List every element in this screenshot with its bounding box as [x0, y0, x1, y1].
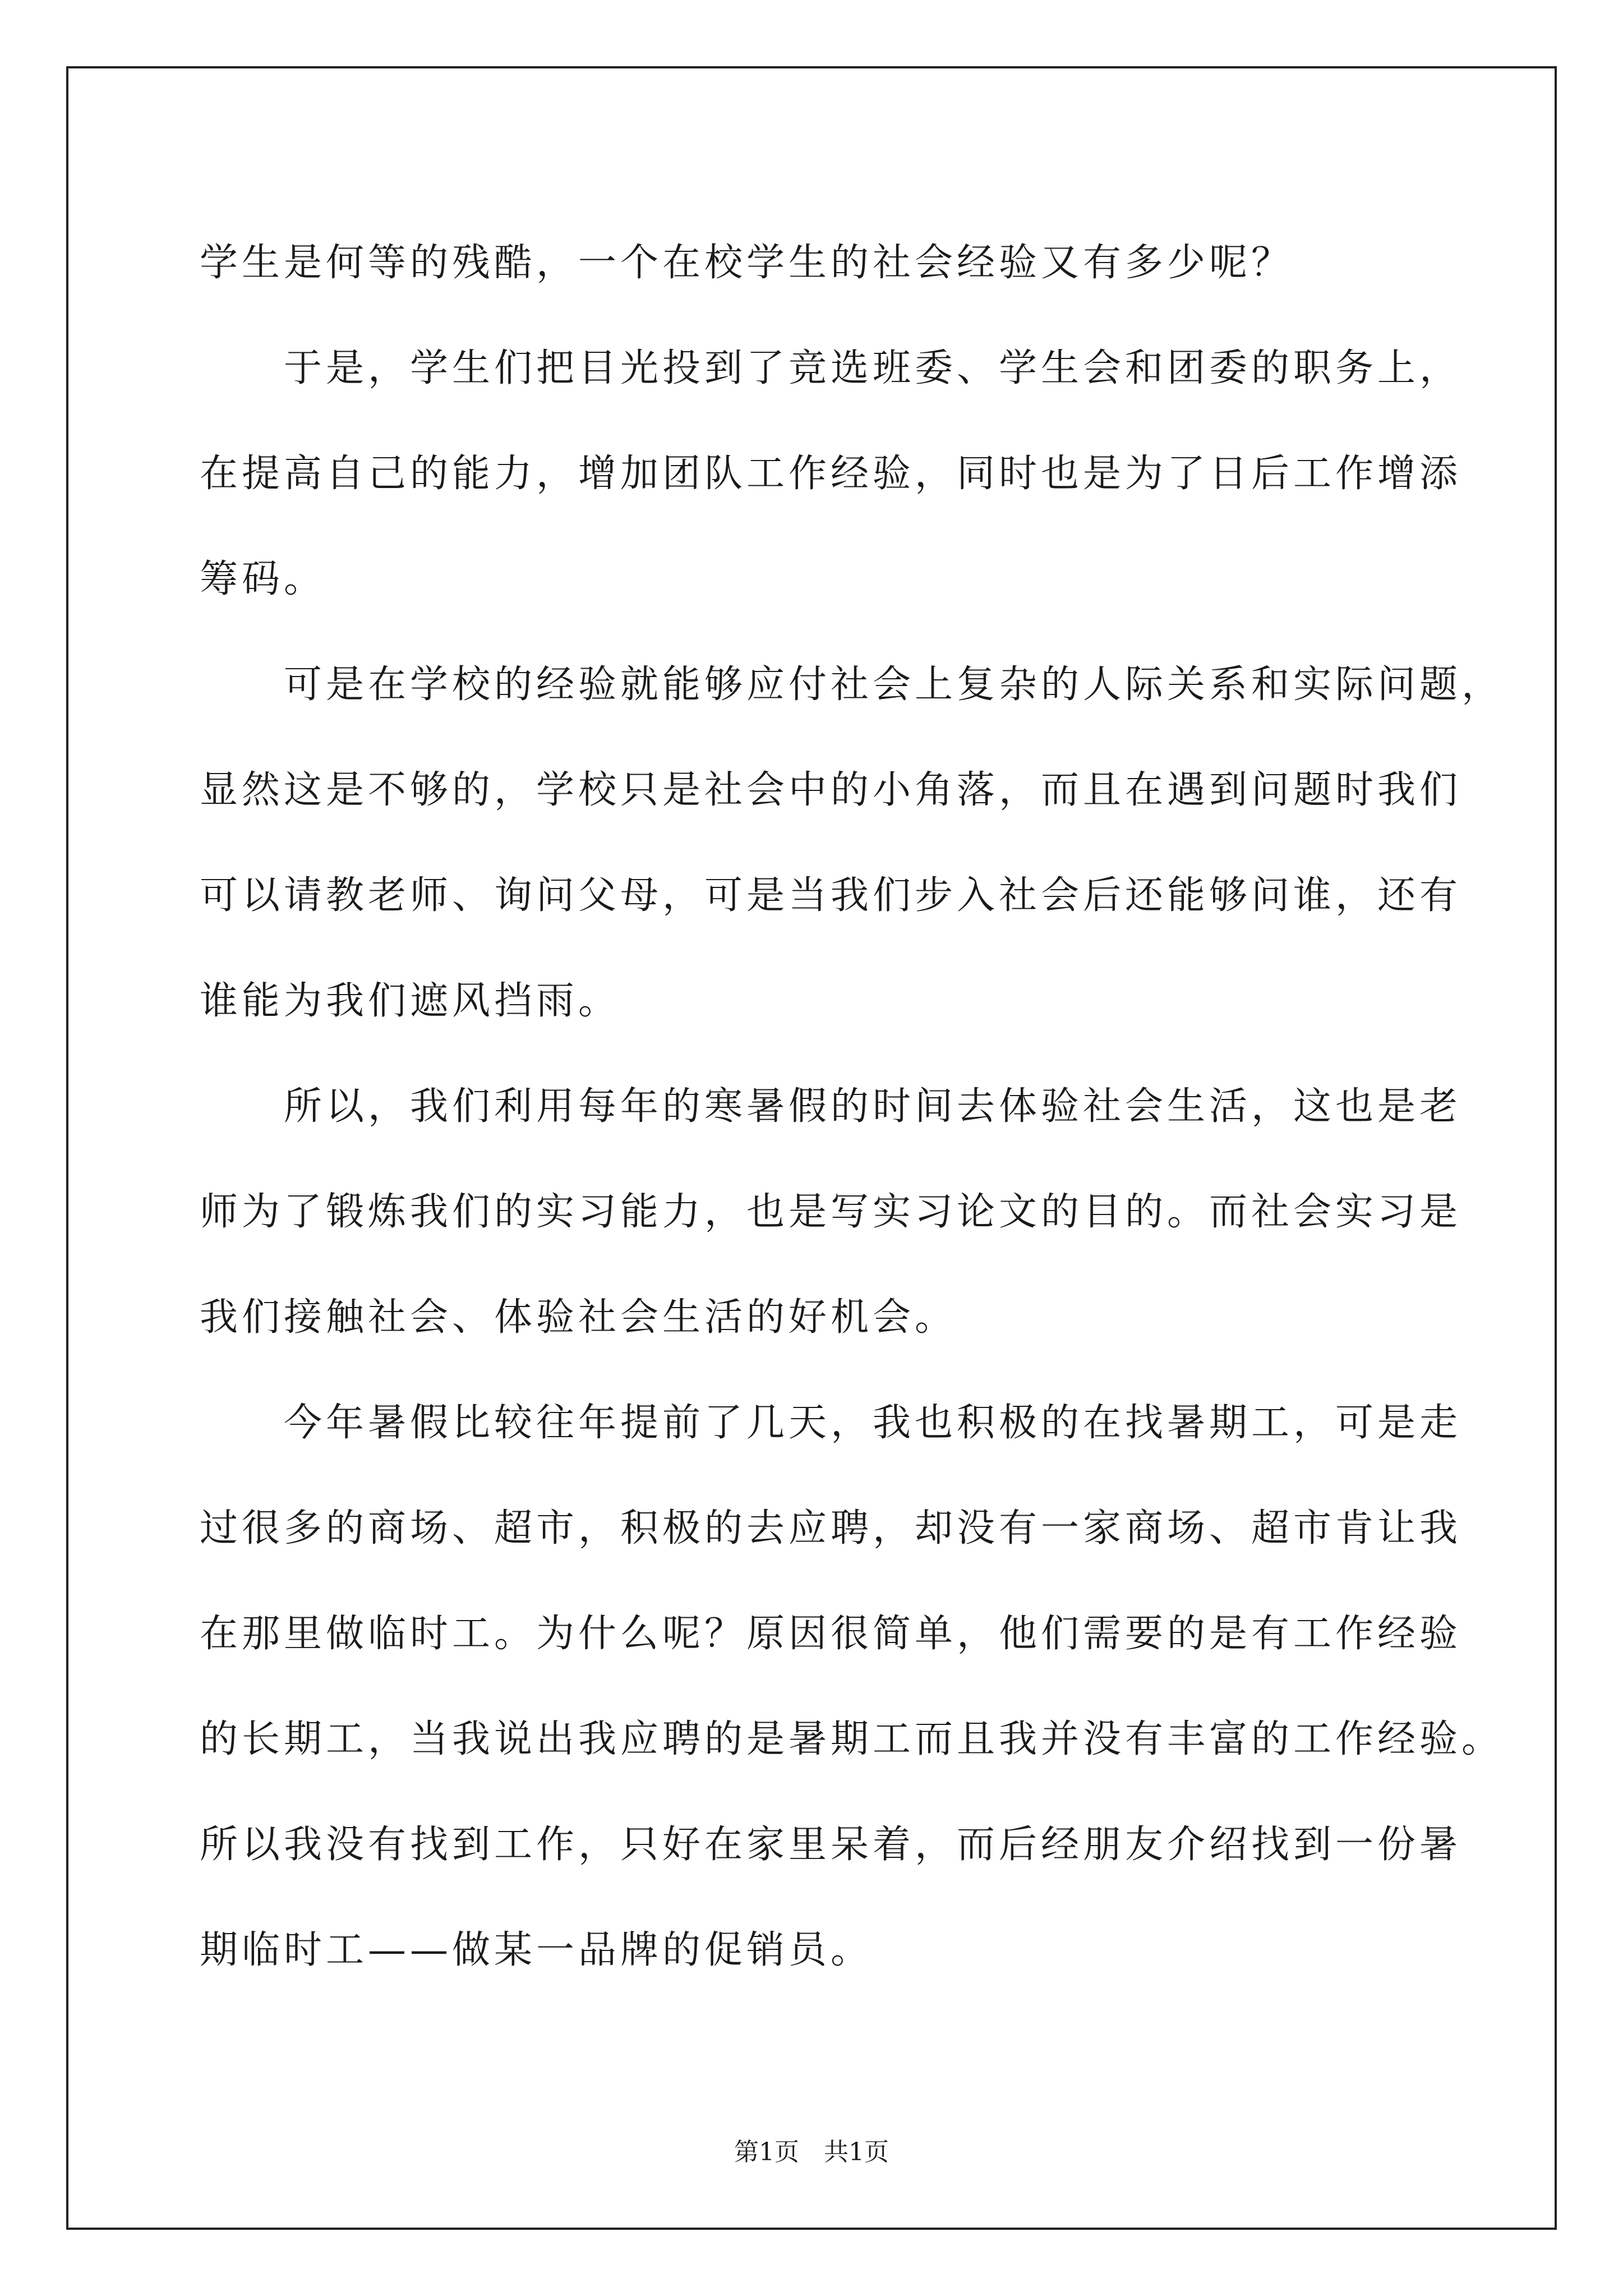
- text-line: 的长期工，当我说出我应聘的是暑期工而且我并没有丰富的工作经验。: [200, 1717, 1504, 1761]
- text-line: 在提高自己的能力，增加团队工作经验，同时也是为了日后工作增添: [200, 452, 1462, 496]
- text-line: 在那里做临时工。为什么呢？原因很简单，他们需要的是有工作经验: [200, 1612, 1462, 1656]
- text-line: 学生是何等的残酷，一个在校学生的社会经验又有多少呢？: [200, 241, 1294, 285]
- text-line: 所以，我们利用每年的寒暑假的时间去体验社会生活，这也是老: [200, 1084, 1462, 1129]
- text-line: 显然这是不够的，学校只是社会中的小角落，而且在遇到问题时我们: [200, 768, 1462, 812]
- text-line: 过很多的商场、超市，积极的去应聘，却没有一家商场、超市肯让我: [200, 1506, 1462, 1550]
- text-line: 可是在学校的经验就能够应付社会上复杂的人际关系和实际问题，: [200, 662, 1504, 707]
- text-line: 筹码。: [200, 557, 326, 601]
- page-footer: 第1页 共1页: [734, 2138, 889, 2166]
- text-line: 可以请教老师、询问父母，可是当我们步入社会后还能够问谁，还有: [200, 873, 1462, 918]
- document-body: [200, 210, 1504, 2003]
- text-line: 所以我没有找到工作，只好在家里呆着，而后经朋友介绍找到一份暑: [200, 1823, 1462, 1867]
- text-line: 今年暑假比较往年提前了几天，我也积极的在找暑期工，可是走: [200, 1401, 1462, 1445]
- text-line: 我们接触社会、体验社会生活的好机会。: [200, 1295, 957, 1340]
- text-line: 期临时工——做某一品牌的促销员。: [200, 1928, 873, 1972]
- text-line: 谁能为我们遮风挡雨。: [200, 979, 621, 1023]
- text-line: 于是，学生们把目光投到了竞选班委、学生会和团委的职务上，: [200, 346, 1462, 390]
- text-line: 师为了锻炼我们的实习能力，也是写实习论文的目的。而社会实习是: [200, 1190, 1462, 1234]
